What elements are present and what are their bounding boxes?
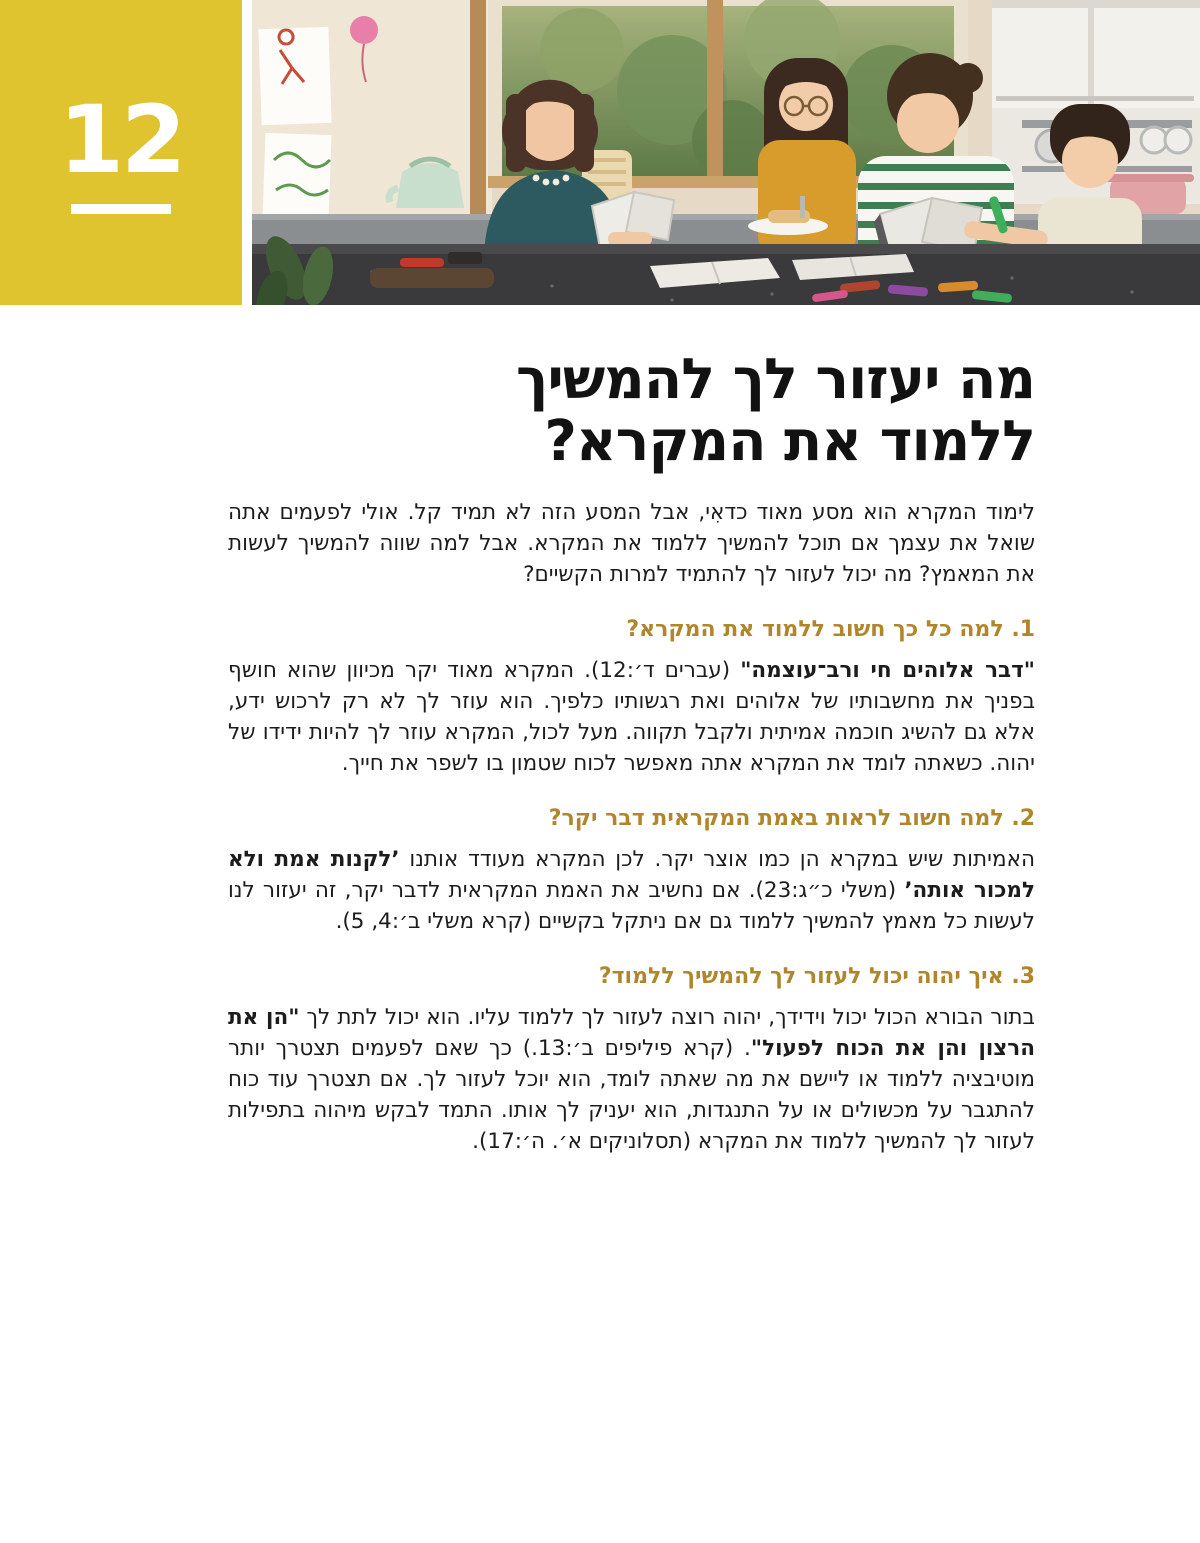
article-content — [228, 305, 1035, 1161]
family-study-photo — [252, 0, 1200, 305]
question-1-heading: 1. למה כל כך חשוב ללמוד את המקרא? — [626, 617, 1035, 643]
question-3-heading: 3. איך יהוה יכול לעזור לך להמשיך ללמוד? — [598, 964, 1035, 990]
lesson-number-underline — [71, 204, 171, 214]
page-title-line1: מה יעזור לך להמשיך — [515, 347, 1035, 412]
intro-paragraph: לימוד המקרא הוא מסע מאוד כדאִי, אבל המסע הזה לא תמיד קל. אולי לפעמים אתה שואל את עצמך אם תוכל להמשיך ללמוד את המקרא. אבל למה שווה להמשיך לעשות את המאמץ? מה יכול לעזור לך להתמיד למרות הקשיים? — [228, 500, 1035, 588]
lesson-number: 12 — [58, 86, 184, 195]
family-study-photo-illustration — [252, 0, 1200, 305]
question-1-paragraph: "דבר אלוהים חי ורב־עוצמה" (עברים ד׳:12). המקרא מאוד יקר מכיוון שהוא חושף בפניך את מחשבותיו של אלוהים ואת רגשותיו כלפיך. הוא עוזר לך לא רק לרכוש ידע, אלא גם להשיג חוכמה אמיתית ולקבל תקווה. מעל לכול, המקרא עוזר לך להיות ידידו של יהוה. כשאתה לומד את המקרא אתה מאפשר לכוח שטמון בו לשפר את חייך. — [228, 658, 1035, 777]
question-2-heading: 2. למה חשוב לראות באמת המקראית דבר יקר? — [548, 806, 1035, 832]
question-3-paragraph: בתור הבורא הכול יכול וידידך, יהוה רוצה לעזור לך ללמוד עליו. הוא יכול לתת לך "הן את הרצון והן את הכוח לפעול". (קרא פיליפים ב׳:13.) כך שאם לפעמים תצטרך יותר מוטיבציה ללמוד או ליישם את מה שאתה לומד, הוא יוכל לעזור לך. אם תצטרך עוד כוח להתגבר על מכשולים או על התנגדות, הוא יעניק לך אותו. התמד לבקש מיהוה בתפילות לעזור לך להמשיך ללמוד את המקרא (תסלוניקים א׳. ה׳:17). — [228, 1005, 1035, 1155]
page-title-line2: ללמוד את המקרא? — [544, 409, 1035, 475]
page-title — [228, 349, 1035, 473]
question-2-paragraph: האמיתות שיש במקרא הן כמו אוצר יקר. לכן המקרא מעודד אותנו ’לקנות אמת ולא למכור אותה’ (משלי כ״ג:23). אם נחשיב את האמת המקראית לדבר יקר, זה יעזור לנו לעשות כל מאמץ להמשיך ללמוד גם אם ניתקל בקשיים (קרא משלי ב׳:4, 5). — [228, 847, 1035, 935]
lesson-number-badge — [0, 0, 242, 305]
